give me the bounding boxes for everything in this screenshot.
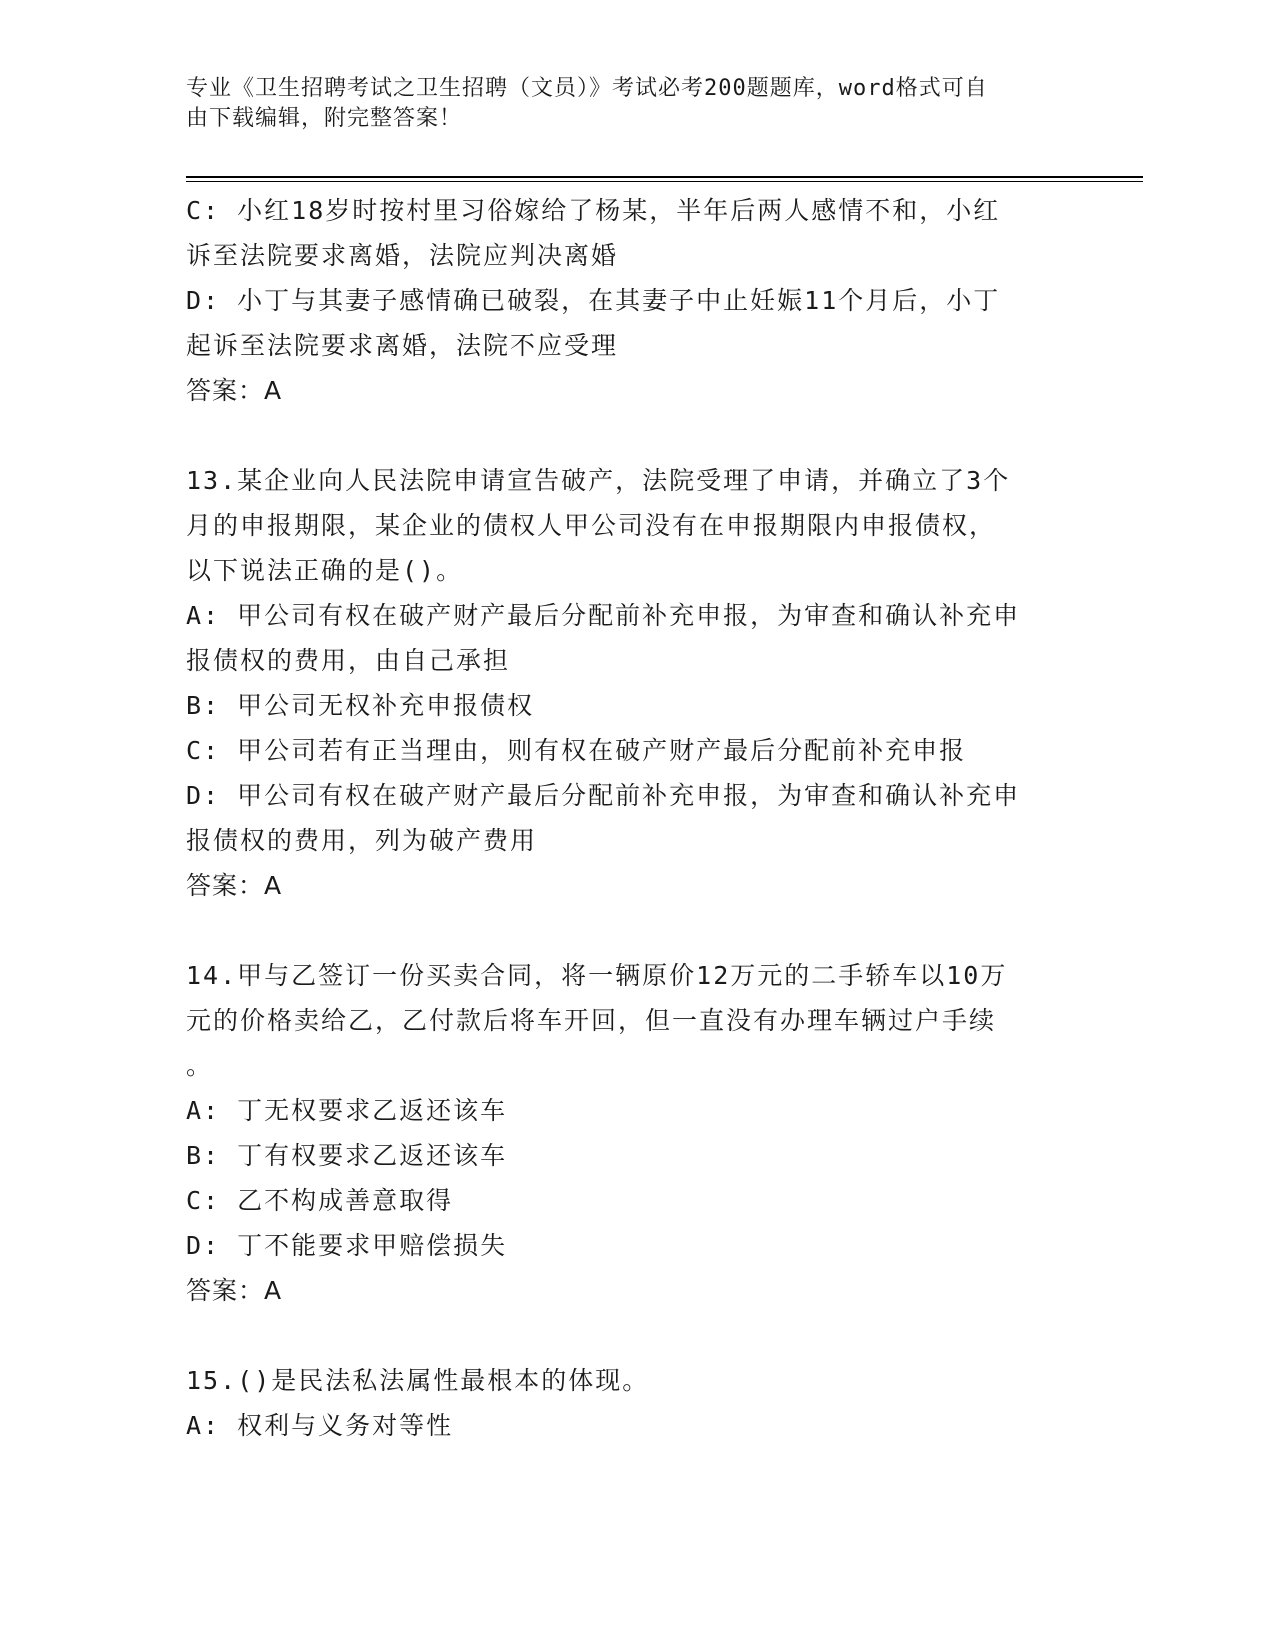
question-stem-line-2: 月的申报期限，某企业的债权人甲公司没有在申报期限内申报债权， <box>186 511 997 540</box>
question-13 <box>186 458 1066 908</box>
option-c-line-2: 诉至法院要求离婚，法院应判决离婚 <box>186 241 619 270</box>
question-stem-line-3: 。 <box>186 1051 214 1080</box>
question-15 <box>186 1358 1066 1448</box>
header-line-1: 专业《卫生招聘考试之卫生招聘（文员）》考试必考200题题库，word格式可自 <box>186 76 988 101</box>
option-c-line-1: C: 甲公司若有正当理由，则有权在破产财产最后分配前补充申报 <box>186 736 967 765</box>
option-a-line-1: A: 权利与义务对等性 <box>186 1411 454 1440</box>
answer-line: 答案：A <box>186 1276 283 1305</box>
question-stem-line-1: 13.某企业向人民法院申请宣告破产，法院受理了申请，并确立了3个 <box>186 466 1011 495</box>
document-header <box>186 74 1066 134</box>
question-12-continuation <box>186 188 1066 413</box>
option-b-line-1: B: 甲公司无权补充申报债权 <box>186 691 535 720</box>
option-b-line-1: B: 丁有权要求乙返还该车 <box>186 1141 508 1170</box>
header-rule-thick <box>186 176 1143 178</box>
option-c-line-1: C: 小红18岁时按村里习俗嫁给了杨某，半年后两人感情不和，小红 <box>186 196 1001 225</box>
answer-line: 答案：A <box>186 871 283 900</box>
option-c-line-1: C: 乙不构成善意取得 <box>186 1186 454 1215</box>
document-body <box>186 188 1066 1448</box>
option-d-line-1: D: 小丁与其妻子感情确已破裂，在其妻子中止妊娠11个月后，小丁 <box>186 286 1001 315</box>
question-stem-line-1: 15.()是民法私法属性最根本的体现。 <box>186 1366 650 1395</box>
option-d-line-1: D: 甲公司有权在破产财产最后分配前补充申报，为审查和确认补充申 <box>186 781 1021 810</box>
answer-line: 答案：A <box>186 376 283 405</box>
spacer <box>186 1313 1066 1358</box>
question-stem-line-1: 14.甲与乙签订一份买卖合同，将一辆原价12万元的二手轿车以10万 <box>186 961 1008 990</box>
option-a-line-1: A: 甲公司有权在破产财产最后分配前补充申报，为审查和确认补充申 <box>186 601 1021 630</box>
option-a-line-2: 报债权的费用，由自己承担 <box>186 646 511 675</box>
option-d-line-2: 报债权的费用，列为破产费用 <box>186 826 538 855</box>
option-d-line-1: D: 丁不能要求甲赔偿损失 <box>186 1231 508 1260</box>
spacer <box>186 413 1066 458</box>
option-d-line-2: 起诉至法院要求离婚，法院不应受理 <box>186 331 619 360</box>
header-rule-thin <box>186 181 1143 182</box>
question-stem-line-3: 以下说法正确的是()。 <box>186 556 464 585</box>
question-14 <box>186 953 1066 1313</box>
header-line-2: 由下载编辑，附完整答案！ <box>186 106 463 131</box>
question-stem-line-2: 元的价格卖给乙，乙付款后将车开回，但一直没有办理车辆过户手续 <box>186 1006 997 1035</box>
spacer <box>186 908 1066 953</box>
option-a-line-1: A: 丁无权要求乙返还该车 <box>186 1096 508 1125</box>
